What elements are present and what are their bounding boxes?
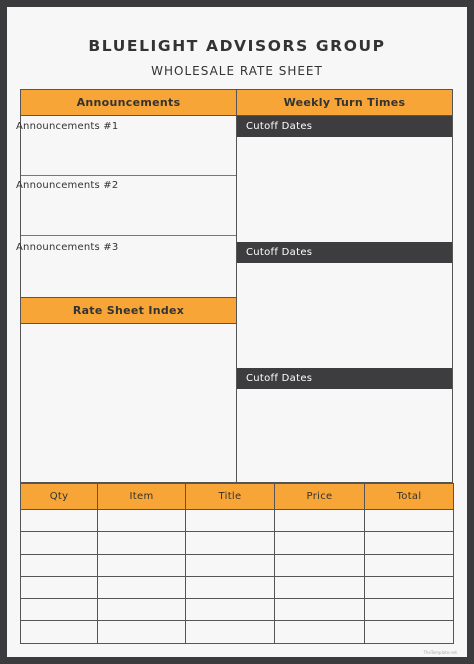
table-cell-total[interactable] xyxy=(365,576,454,598)
table-cell-qty[interactable] xyxy=(21,532,98,554)
table-cell-total[interactable] xyxy=(365,532,454,554)
table-cell-qty[interactable] xyxy=(21,510,98,532)
table-row xyxy=(21,621,454,643)
table-cell-title[interactable] xyxy=(186,532,275,554)
table-cell-title[interactable] xyxy=(186,554,275,576)
table-cell-title[interactable] xyxy=(186,510,275,532)
table-cell-title[interactable] xyxy=(186,621,275,643)
table-cell-total[interactable] xyxy=(365,554,454,576)
announcement-divider xyxy=(21,235,236,236)
table-cell-title[interactable] xyxy=(186,576,275,598)
announcement-1-label: Announcements #1 xyxy=(16,121,119,132)
rate-sheet-index-header: Rate Sheet Index xyxy=(21,297,236,324)
table-cell-price[interactable] xyxy=(275,532,365,554)
table-cell-total[interactable] xyxy=(365,510,454,532)
announcement-divider xyxy=(21,175,236,176)
table-cell-total[interactable] xyxy=(365,599,454,621)
table-cell-price[interactable] xyxy=(275,576,365,598)
items-table xyxy=(20,483,454,644)
announcement-3-label: Announcements #3 xyxy=(16,242,119,253)
column-divider xyxy=(236,89,237,483)
table-cell-qty[interactable] xyxy=(21,621,98,643)
announcements-header: Announcements xyxy=(21,90,236,116)
cutoff-dates-bar-3: Cutoff Dates xyxy=(237,368,452,389)
announcement-2-label: Announcements #2 xyxy=(16,180,119,191)
sheet-subtitle: WHOLESALE RATE SHEET xyxy=(151,64,323,78)
table-cell-item[interactable] xyxy=(98,554,186,576)
table-row xyxy=(21,532,454,554)
table-cell-total[interactable] xyxy=(365,621,454,643)
column-header-total: Total xyxy=(365,484,454,510)
table-cell-item[interactable] xyxy=(98,599,186,621)
table-row xyxy=(21,599,454,621)
table-cell-qty[interactable] xyxy=(21,576,98,598)
cutoff-dates-bar-1: Cutoff Dates xyxy=(237,116,452,137)
table-cell-qty[interactable] xyxy=(21,554,98,576)
table-cell-title[interactable] xyxy=(186,599,275,621)
cutoff-dates-bar-2: Cutoff Dates xyxy=(237,242,452,263)
table-cell-item[interactable] xyxy=(98,510,186,532)
table-row xyxy=(21,554,454,576)
table-cell-price[interactable] xyxy=(275,554,365,576)
table-cell-price[interactable] xyxy=(275,510,365,532)
rate-sheet-page xyxy=(7,7,467,657)
table-cell-item[interactable] xyxy=(98,621,186,643)
company-title: BLUELIGHT ADVISORS GROUP xyxy=(88,37,386,55)
table-cell-price[interactable] xyxy=(275,599,365,621)
items-table-header-row xyxy=(21,484,454,510)
table-cell-qty[interactable] xyxy=(21,599,98,621)
table-cell-item[interactable] xyxy=(98,532,186,554)
column-header-price: Price xyxy=(275,484,365,510)
weekly-turn-times-header: Weekly Turn Times xyxy=(237,90,452,116)
items-table-body xyxy=(21,510,454,644)
column-header-title: Title xyxy=(186,484,275,510)
table-cell-item[interactable] xyxy=(98,576,186,598)
table-cell-price[interactable] xyxy=(275,621,365,643)
column-header-qty: Qty xyxy=(21,484,98,510)
column-header-item: Item xyxy=(98,484,186,510)
watermark: TheTemplate.net xyxy=(423,650,457,655)
table-row xyxy=(21,510,454,532)
table-row xyxy=(21,576,454,598)
